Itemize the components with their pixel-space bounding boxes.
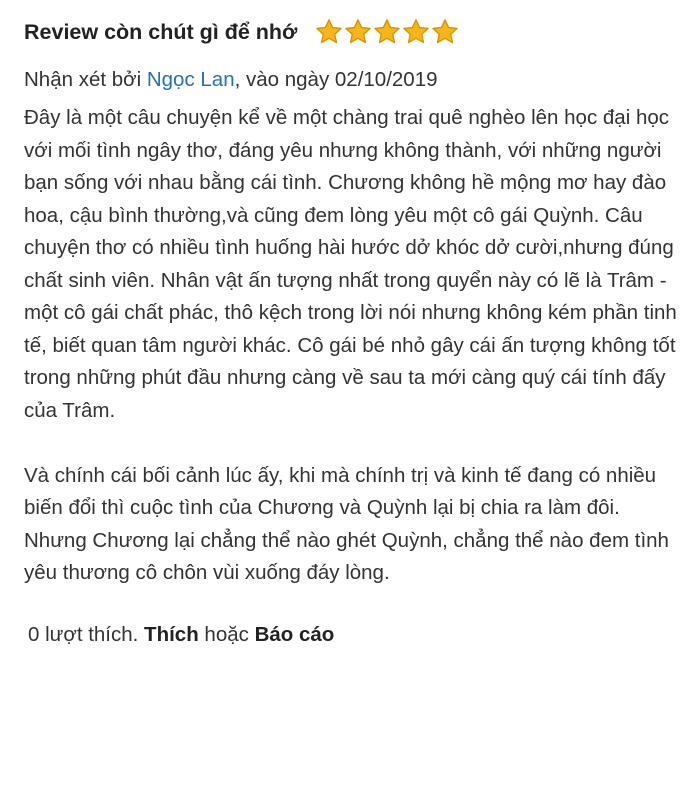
review-footer (28, 620, 684, 650)
like-button[interactable]: Thích (144, 622, 199, 646)
review-byline (24, 64, 684, 96)
review-body (24, 102, 684, 590)
byline-middle: , vào ngày (234, 68, 335, 91)
star-rating (315, 18, 459, 46)
star-icon (402, 18, 430, 46)
footer-or-text: hoặc (198, 622, 255, 646)
reviewer-name-link[interactable]: Ngọc Lan (146, 68, 235, 91)
star-icon (373, 18, 401, 46)
review-date: 02/10/2019 (334, 68, 438, 91)
review-paragraph: Đây là một câu chuyện kể về một chàng trai quê nghèo lên học đại học với mối tình ngây thơ, đáng yêu nhưng không thành, với những người bạn sống với nhau bằng cái tình. Chương không hề mộng mơ hay đào hoa, cậu bình thường,và cũng đem lòng yêu một cô gái Quỳnh. Câu chuyện thơ có nhiều tình huống hài hước dở khóc dở cười,nhưng đúng chất sinh viên. Nhân vật ấn tượng nhất trong quyển này có lẽ là Trâm - một cô gái chất phác, thô kệch trong lời nói nhưng không kém phần tinh tế, biết quan tâm người khác. Cô gái bé nhỏ gây cái ấn tượng không tốt trong những phút đầu nhưng càng về sau ta mới càng quý cái tính đấy của Trâm. (24, 106, 677, 422)
like-count: 0 lượt thích. (28, 622, 145, 646)
star-icon (431, 18, 459, 46)
review-title: Review còn chút gì để nhớ (24, 19, 298, 44)
report-button[interactable]: Báo cáo (254, 622, 335, 646)
star-icon (344, 18, 372, 46)
review-paragraph: Và chính cái bối cảnh lúc ấy, khi mà chính trị và kinh tế đang có nhiều biến đổi thì cuộc tình của Chương và Quỳnh lại bị chia ra làm đôi. Nhưng Chương lại chẳng thể nào ghét Quỳnh, chẳng thể nào đem tình yêu thương cô chôn vùi xuống đáy lòng. (24, 463, 669, 584)
review-card (24, 12, 684, 650)
review-header (24, 12, 684, 52)
byline-prefix: Nhận xét bởi (24, 68, 147, 91)
star-icon (315, 18, 343, 46)
